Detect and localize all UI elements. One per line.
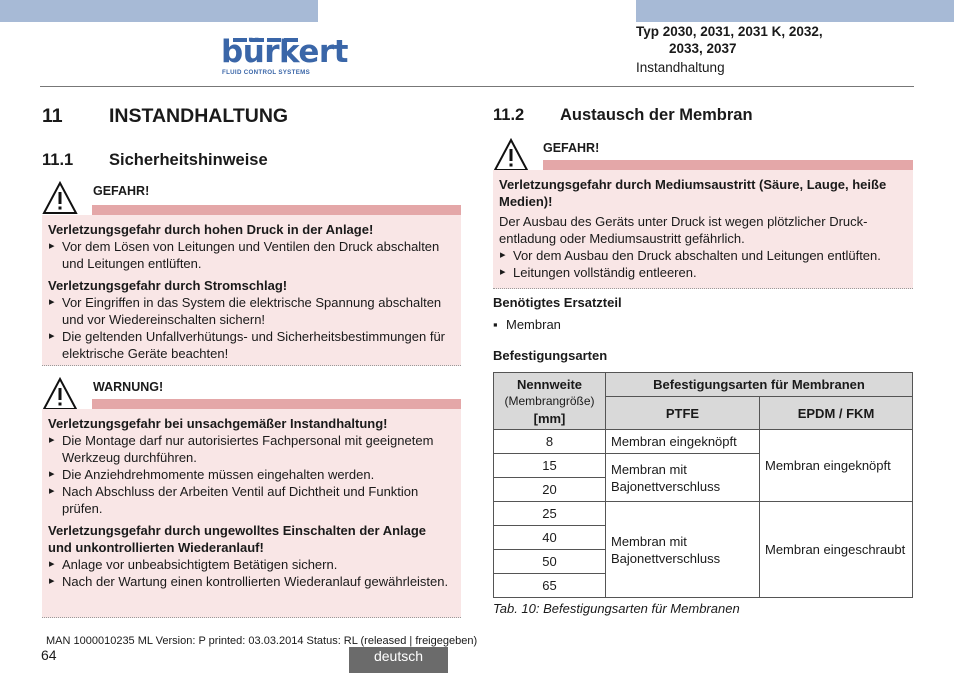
danger-title-2: Verletzungsgefahr durch Stromschlag!: [48, 278, 288, 293]
warning-bullet-3: ▸ Nach Abschluss der Arbeiten Ventil auf Dichtheit und Funktion prüfen.: [48, 483, 453, 517]
ptfe-cell: Membran eingeknöpft: [606, 430, 760, 454]
danger-bullet-2: ▸ Vor Eingriffen in das System die elektrische Spannung abschalten und vor Wiedereinschalten sichern!: [48, 294, 453, 328]
language-tab: deutsch: [349, 647, 448, 673]
header-bar-left: [0, 0, 318, 22]
header-ptfe: PTFE: [606, 397, 760, 430]
danger-bar: [543, 160, 913, 170]
size-cell: 8: [494, 430, 606, 454]
membrane-fixing-table: [493, 372, 913, 598]
header-nominal-size-label: Nennweite: [516, 376, 582, 392]
spare-part-label: Membran: [506, 317, 561, 332]
chapter-title: INSTANDHALTUNG: [109, 105, 289, 127]
logo-subtitle: FLUID CONTROL SYSTEMS: [222, 69, 310, 76]
size-cell: 65: [494, 574, 606, 598]
document-type-line2: 2033, 2037: [669, 41, 737, 56]
table-row: [494, 502, 913, 526]
warning-triangle-icon: [42, 181, 78, 215]
header-fixing-types: Befestigungsarten für Membranen: [606, 373, 913, 397]
danger-title-1: Verletzungsgefahr durch hohen Druck in der Anlage!: [48, 222, 374, 237]
size-cell: 15: [494, 454, 606, 478]
warning-title-1: Verletzungsgefahr bei unsachgemäßer Instandhaltung!: [48, 416, 388, 431]
warning-bar: [92, 399, 461, 409]
danger-paragraph: Der Ausbau des Geräts unter Druck ist wegen plötzlicher Druckentladung oder Mediumsaustritt gefährlich.: [499, 214, 868, 246]
section-number: 11.2: [493, 106, 525, 124]
warning-triangle-icon: [42, 377, 78, 411]
spare-part-heading: Benötigtes Ersatzteil: [493, 295, 622, 310]
table-caption: Tab. 10: Befestigungsarten für Membranen: [493, 601, 740, 616]
document-type: [636, 23, 823, 57]
warning-bullet-4: ▸ Anlage vor unbeabsichtigtem Betätigen sichern.: [48, 556, 453, 573]
danger-bullet-1: ▸ Vor dem Lösen von Leitungen und Ventilen den Druck abschalten und Leitungen entlüften.: [48, 238, 453, 272]
header-epdm-fkm: EPDM / FKM: [760, 397, 913, 430]
danger-box-left: [42, 215, 461, 366]
document-type-line1: Typ 2030, 2031, 2031 K, 2032,: [636, 24, 823, 39]
size-cell: 25: [494, 502, 606, 526]
header-divider: [40, 86, 914, 87]
danger-box-right: [493, 170, 913, 289]
size-cell: 40: [494, 526, 606, 550]
table-header-row: [494, 373, 913, 397]
chapter-heading: [42, 105, 288, 128]
warning-bullet-2: ▸ Die Anziehdrehmomente müssen eingehalten werden.: [48, 466, 453, 483]
size-cell: 20: [494, 478, 606, 502]
page-number: 64: [41, 647, 57, 663]
danger-bullet-1: ▸ Vor dem Ausbau den Druck abschalten und Leitungen entlüften.: [499, 247, 905, 264]
section-number: 11.1: [42, 151, 74, 169]
section-title: Austausch der Membran: [560, 106, 753, 124]
header-section: Instandhaltung: [636, 60, 725, 75]
danger-title-1: Verletzungsgefahr durch Mediumsaustritt (Säure, Lauge, heiße Medien)!: [499, 177, 887, 209]
ptfe-cell: Membran mit Bajonettverschluss: [606, 454, 760, 502]
header-nominal-size-unit: [mm]: [533, 410, 566, 426]
logo-wordmark: bürkert: [221, 34, 348, 70]
list-bullet: ▪: [493, 317, 498, 332]
header-nominal-size: [494, 373, 606, 430]
spare-part-item: [493, 317, 561, 332]
warning-label: WARNUNG!: [93, 380, 164, 394]
epdm-cell: Membran eingeknöpft: [760, 430, 913, 502]
warning-box-left: [42, 409, 461, 618]
danger-label: GEFAHR!: [93, 184, 150, 198]
warning-title-2: Verletzungsgefahr durch ungewolltes Einschalten der Anlage und unkontrollierten Wiederanlauf!: [48, 523, 427, 555]
size-cell: 50: [494, 550, 606, 574]
table-row: [494, 430, 913, 454]
danger-label: GEFAHR!: [543, 141, 600, 155]
header-bar-right: [636, 0, 954, 22]
danger-bullet-3: ▸ Die geltenden Unfallverhütungs- und Sicherheitsbestimmungen für elektrische Geräte beachten!: [48, 328, 453, 362]
fixing-types-heading: Befestigungsarten: [493, 348, 608, 363]
section-heading-11-1: [42, 151, 268, 170]
epdm-cell: Membran eingeschraubt: [760, 502, 913, 598]
section-heading-11-2: [493, 106, 753, 125]
warning-bullet-1: ▸ Die Montage darf nur autorisiertes Fachpersonal mit geeignetem Werkzeug durchführen.: [48, 432, 453, 466]
section-title: Sicherheitshinweise: [109, 151, 268, 169]
chapter-number: 11: [42, 105, 63, 127]
header-nominal-size-sub: (Membrangröße): [504, 393, 595, 408]
warning-bullet-5: ▸ Nach der Wartung einen kontrollierten Wiederanlauf gewährleisten.: [48, 573, 453, 590]
print-metadata: MAN 1000010235 ML Version: P printed: 03.03.2014 Status: RL (released | freigegeben): [46, 635, 478, 647]
ptfe-cell: Membran mit Bajonettverschluss: [606, 502, 760, 598]
danger-bar: [92, 205, 461, 215]
danger-bullet-2: ▸ Leitungen vollständig entleeren.: [499, 264, 905, 281]
warning-triangle-icon: [493, 138, 529, 172]
burkert-logo: [221, 34, 348, 78]
